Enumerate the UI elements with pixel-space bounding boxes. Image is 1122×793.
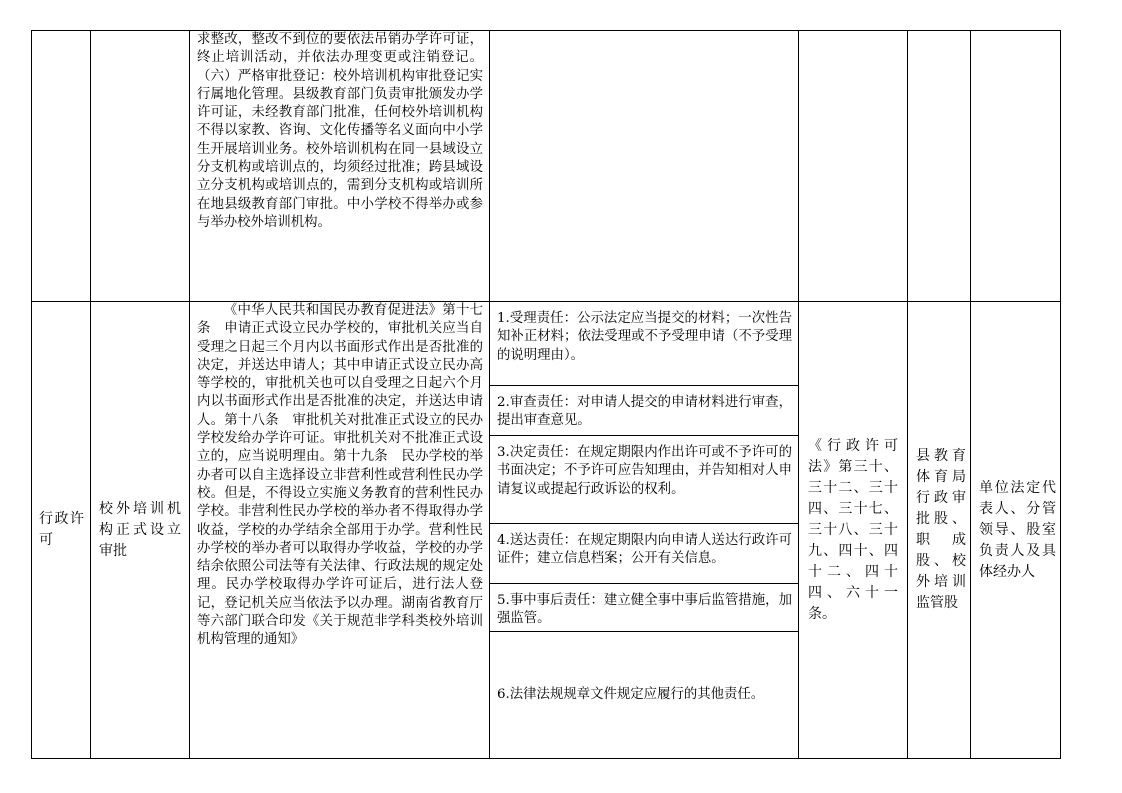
power-type-cell	[32, 31, 91, 302]
content-cell	[190, 31, 490, 302]
responsible-person-text: 单位法定代表人、分管领导、股室负责人及具体经办人	[979, 479, 1056, 580]
responsibility-cell	[490, 302, 799, 759]
responsibility-item	[490, 632, 798, 758]
responsibility-item	[490, 386, 798, 436]
main-content-text: 《中华人民共和国民办教育促进法》第十七条 申请正式设立民办学校的，审批机关应当自受理之日起三个月内以书面形式作出是否批准的决定，并送达申请人；其中申请正式设立民办高等学校的，审批机关也可以自受理之日起六个月内以书面形式作出是否批准的决定，并送达申请人。第十八条 审批机关对批准正式设立的民办学校发给办学许可证。审批机关对不批准正式设立的，应当说明理由。第十九条 民办学校的举办者可以自主选择设立非营利性或营利性民办学校。但是，不得设立实施义务教育的营利性民办学校。非营利性民办学校的举办者不得取得办学收益，学校的办学结余全部用于办学。营利性民办学校的举办者可以取得办学收益，学校的办学结余依照公司法等有关法律、行政法规的规定处理。民办学校取得办学许可证后，进行法人登记，登记机关应当依法予以办理。湖南省教育厅等六部门联合印发《关于规范非学科类校外培训机构管理的通知》	[197, 303, 483, 648]
table-row	[32, 31, 1061, 302]
responsibility-text: 1.受理责任：公示法定应当提交的材料；一次性告知补正材料；依法受理或不予受理申请（不予受理的说明理由）。	[497, 311, 792, 363]
dept-cell	[908, 302, 971, 759]
responsibility-item	[490, 436, 798, 524]
responsibility-item	[490, 584, 798, 632]
basis-cell	[799, 302, 908, 759]
power-type-text: 行政许可	[39, 511, 84, 548]
table-row	[32, 302, 1061, 759]
item-name-text: 校外培训机构正式设立审批	[99, 500, 181, 559]
accountability-basis-text: 《行政许可法》第三十、三十二、三十四、三十七、三十八、三十九、四十、四十二、四十四、六十一条。	[808, 437, 898, 622]
power-type-cell	[32, 302, 91, 759]
responsibility-text: 5.事中事后责任：建立健全事中事后监管措施，加强监管。	[497, 593, 792, 627]
responsible-dept-text: 县教育体育局行政审批股、职成股、校外培训监管股	[916, 448, 966, 611]
content-cell	[190, 302, 490, 759]
person-cell	[971, 302, 1061, 759]
continuation-content-text: 求整改，整改不到位的要依法吊销办学许可证，终止培训活动，并依法办理变更或注销登记。（六）严格审批登记：校外培训机构审批登记实行属地化管理。县级教育部门负责审批颁发办学许可证，未经教育部门批准，任何校外培训机构不得以家教、咨询、文化传播等名义面向中小学生开展培训业务。校外培训机构在同一县域设立分支机构或培训点的，均须经过批准；跨县域设立分支机构或培训点的，需到分支机构或培训所在地县级教育部门审批。中小学校不得举办或参与举办校外培训机构。	[197, 32, 483, 230]
responsibility-text: 3.决定责任：在规定期限内作出许可或不予许可的书面决定；不予许可应告知理由，并告知相对人申请复议或提起行政诉讼的权利。	[497, 445, 792, 497]
responsibility-text: 4.送达责任：在规定期限内向申请人送达行政许可证件；建立信息档案；公开有关信息。	[497, 533, 792, 567]
item-name-cell	[91, 31, 190, 302]
item-name-cell	[91, 302, 190, 759]
power-list-table	[31, 30, 1061, 759]
responsibility-text: 2.审查责任：对申请人提交的申请材料进行审查，提出审查意见。	[497, 395, 792, 429]
responsibility-item	[490, 524, 798, 584]
dept-cell	[908, 31, 971, 302]
responsibility-list	[490, 302, 798, 758]
basis-cell	[799, 31, 908, 302]
responsibility-item	[490, 302, 798, 386]
person-cell	[971, 31, 1061, 302]
responsibility-text: 6.法律法规规章文件规定应履行的其他责任。	[497, 686, 765, 702]
responsibility-cell	[490, 31, 799, 302]
